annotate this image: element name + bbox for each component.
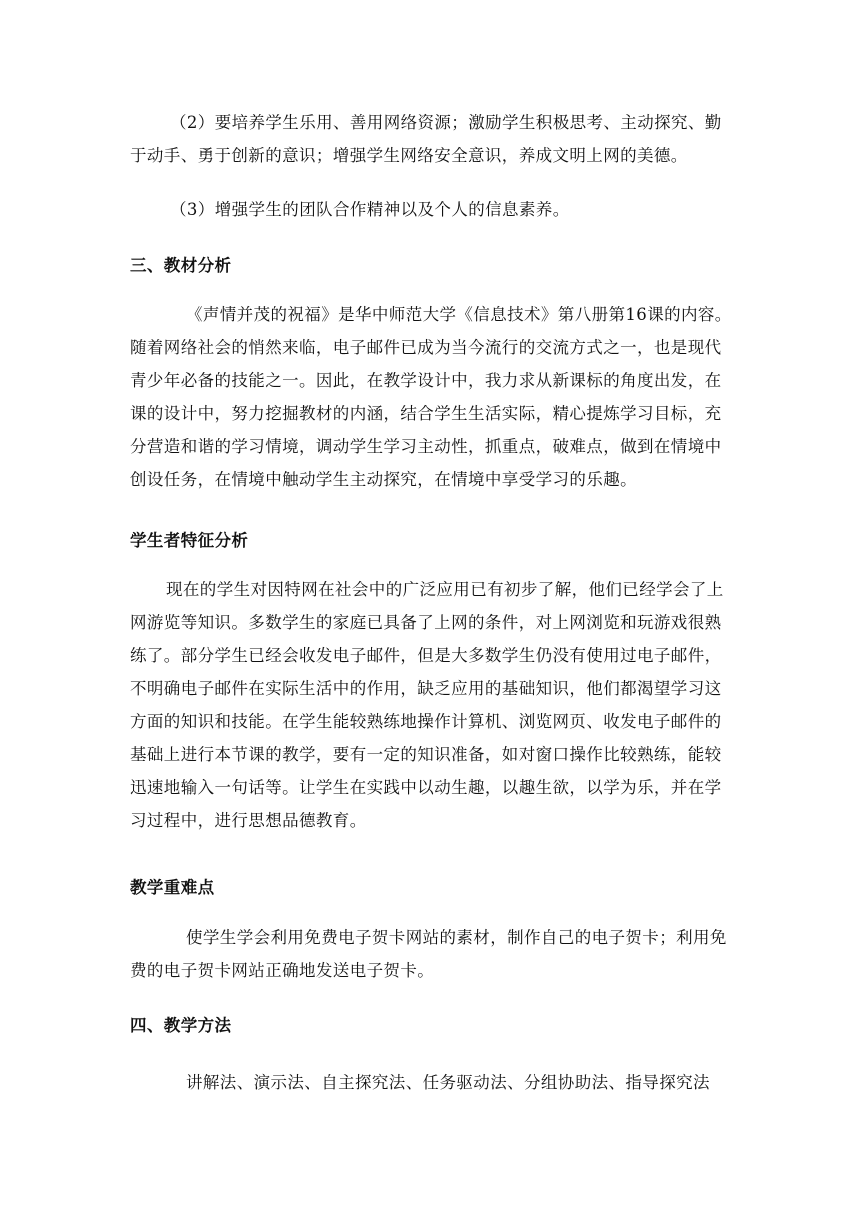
textbook-analysis-paragraph <box>130 298 730 496</box>
paragraph-line: 基础上进行本节课的教学，要有一定的知识准备，如对窗口操作比较熟练，能较 <box>130 745 722 764</box>
section-heading-teaching-methods: 四、教学方法 <box>130 1016 232 1035</box>
objective-item-3-text: （3）增强学生的团队合作精神以及个人的信息素养。 <box>170 200 570 219</box>
section-heading-learner-analysis: 学生者特征分析 <box>130 531 249 550</box>
objective-item-3 <box>130 193 730 226</box>
paragraph-line: 方面的知识和技能。在学生能较熟练地操作计算机、浏览网页、收发电子邮件的 <box>130 712 722 731</box>
paragraph-line: 不明确电子邮件在实际生活中的作用，缺乏应用的基础知识，他们都渴望学习这 <box>130 679 722 698</box>
paragraph-line: 现在的学生对因特网在社会中的广泛应用已有初步了解，他们已经学会了上 <box>166 580 724 599</box>
objective-item-2-line-2: 于动手、勇于创新的意识；增强学生网络安全意识，养成文明上网的美德。 <box>130 146 688 165</box>
paragraph-line: 随着网络社会的悄然来临，电子邮件已成为当今流行的交流方式之一，也是现代 <box>130 338 722 357</box>
objective-item-2 <box>130 106 730 172</box>
paragraph-line: 使学生学会利用免费电子贺卡网站的素材，制作自己的电子贺卡；利用免 <box>186 928 727 947</box>
paragraph-line: 分营造和谐的学习情境，调动学生学习主动性，抓重点，破难点，做到在情境中 <box>130 437 722 456</box>
section-heading-textbook-analysis: 三、教材分析 <box>130 256 232 275</box>
teaching-methods-line: 讲解法、演示法、自主探究法、任务驱动法、分组协助法、指导探究法 <box>186 1073 710 1092</box>
paragraph-line: 青少年必备的技能之一。因此，在教学设计中，我力求从新课标的角度出发，在 <box>130 371 722 390</box>
paragraph-line: 费的电子贺卡网站正确地发送电子贺卡。 <box>130 961 435 980</box>
teaching-methods-text <box>130 1066 730 1099</box>
paragraph-line: 习过程中，进行思想品德教育。 <box>130 811 367 830</box>
objective-item-2-line-1: （2）要培养学生乐用、善用网络资源；激励学生积极思考、主动探究、勤 <box>170 113 722 132</box>
paragraph-line: 网游览等知识。多数学生的家庭已具备了上网的条件，对上网浏览和玩游戏很熟 <box>130 613 722 632</box>
paragraph-line: 课的设计中，努力挖掘教材的内涵，结合学生生活实际，精心提炼学习目标，充 <box>130 404 722 423</box>
section-heading-key-points: 教学重难点 <box>130 878 215 897</box>
paragraph-line: 迅速地输入一句话等。让学生在实践中以动生趣，以趣生欲，以学为乐，并在学 <box>130 778 722 797</box>
key-points-paragraph <box>130 921 730 987</box>
learner-analysis-paragraph <box>130 573 730 837</box>
paragraph-line: 练了。部分学生已经会收发电子邮件，但是大多数学生仍没有使用过电子邮件， <box>130 646 722 665</box>
paragraph-line: 《声情并茂的祝福》是华中师范大学《信息技术》第八册第16课的内容。 <box>186 305 732 324</box>
paragraph-line: 创设任务，在情境中触动学生主动探究，在情境中享受学习的乐趣。 <box>130 470 637 489</box>
